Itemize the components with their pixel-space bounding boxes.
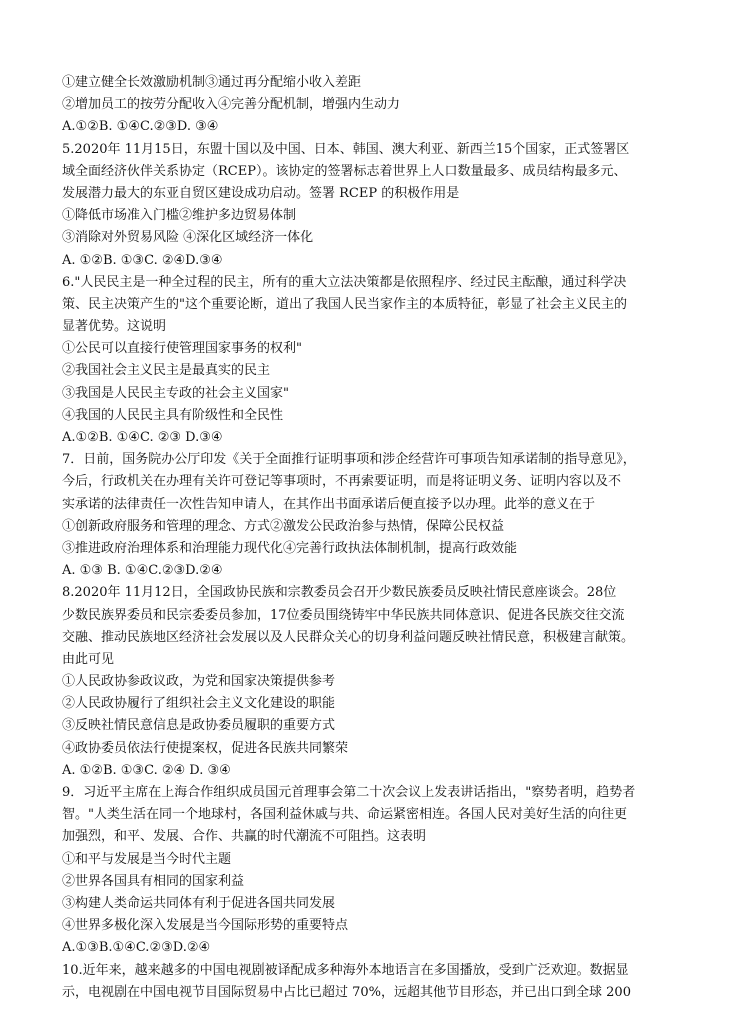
text-line: 7．日前，国务院办公厅印发《关于全面推行证明事项和涉企经营许可事项告知承诺制的指导意见》， — [62, 452, 636, 468]
text-line: 9．习近平主席在上海合作组织成员国元首理事会第二十次会议上发表讲话指出，"察势者明，趋势者 — [62, 785, 636, 800]
text-line: 少数民族界委员和民宗委委员参加，17位委员围绕铸牢中华民族共同体意识、促进各民族交往交流 — [62, 607, 625, 623]
text-line: 示，电视剧在中国电视节目国际贸易中占比已超过 70%，远超其他节目形态，并已出口到全球 200 — [62, 984, 631, 1000]
text-line: 加强烈，和平、发展、合作、共赢的时代潮流不可阻挡。这表明 — [62, 829, 427, 845]
text-line: 智。"人类生活在同一个地球村，各国利益休戚与共、命运紧密相连。各国人民对美好生活的向往更 — [62, 807, 627, 823]
text-line: 10.近年来，越来越多的中国电视剧被译配成多种海外本地语言在多国播放，受到广泛欢迎。数据显 — [62, 962, 629, 978]
text-line: 策、民主决策产生的"这个重要论断，道出了我国人民当家作主的本质特征，彰显了社会主义民主的 — [62, 296, 627, 312]
text-line: ①建立健全长效激励机制③通过再分配缩小收入差距 — [62, 75, 362, 90]
text-line: ①创新政府服务和管理的理念、方式②激发公民政治参与热情，保障公民权益 — [62, 518, 505, 534]
text-line: ③我国是人民民主专政的社会主义国家" — [62, 385, 289, 401]
text-line: ④政协委员依法行使提案权，促进各民族共同繁荣 — [62, 740, 349, 756]
text-line: 实承诺的法律责任一次性告知申请人，在其作出书面承诺后便直接予以办理。此举的意义在于 — [62, 496, 596, 512]
text-line: ④世界多极化深入发展是当今国际形势的重要特点 — [62, 918, 349, 934]
text-line: ②增加员工的按劳分配收入④完善分配机制，增强内生动力 — [62, 97, 401, 113]
text-line: ③构建人类命运共同体有利于促进各国共同发展 — [62, 895, 336, 911]
text-line: A. ①②B. ①③C. ②④D.③④ — [62, 252, 223, 268]
text-line: 显著优势。这说明 — [62, 319, 167, 335]
text-line: 由此可见 — [62, 651, 115, 667]
text-line: A.①②B. ①④C. ②③ D.③④ — [62, 430, 223, 445]
document-body — [62, 72, 674, 1004]
text-line: ③反映社情民意信息是政协委员履职的重要方式 — [62, 718, 336, 734]
text-line: ③消除对外贸易风险 ④深化区域经济一体化 — [62, 230, 314, 246]
text-line: ④我国的人民民主具有阶级性和全民性 — [62, 407, 284, 423]
text-line: ③推进政府治理体系和治理能力现代化④完善行政执法体制机制，提高行政效能 — [62, 540, 518, 556]
text-line: 今后，行政机关在办理有关许可登记等事项时，不再索要证明，而是将证明义务、证明内容以及不 — [62, 474, 622, 490]
text-line: 发展潜力最大的东亚自贸区建设成功启动。签署 RCEP 的积极作用是 — [62, 185, 460, 201]
text-line: ①降低市场准入门槛②维护多边贸易体制 — [62, 208, 297, 224]
text-line: 5.2020年 11月15日，东盟十国以及中国、日本、韩国、澳大利亚、新西兰15个国家，正式签署区 — [62, 141, 630, 157]
text-line: ①公民可以直接行使管理国家事务的权利" — [62, 341, 302, 357]
text-line: ①和平与发展是当今时代主题 — [62, 851, 232, 867]
text-line: 6."人民民主是一种全过程的民主，所有的重大立法决策都是依照程序、经过民主酝酿，通过科学决 — [62, 274, 627, 290]
text-line: ②我国社会主义民主是最真实的民主 — [62, 363, 271, 379]
text-line: 域全面经济伙伴关系协定（RCEP）。该协定的签署标志着世界上人口数量最多、成员结构最多元、 — [62, 163, 627, 179]
text-line: ②人民政协履行了组织社会主义文化建设的职能 — [62, 696, 336, 712]
text-line: 8.2020年 11月12日，全国政协民族和宗教委员会召开少数民族委员反映社情民意座谈会。28位 — [62, 585, 617, 601]
text-line: 交融、推动民族地区经济社会发展以及人民群众关心的切身利益问题反映社情民意，积极建言献策。 — [62, 629, 635, 645]
text-line: ②世界各国具有相同的国家利益 — [62, 873, 245, 889]
text-line: A.①②B. ①④C.②③D. ③④ — [62, 119, 219, 135]
text-line: A. ①②B. ①③C. ②④ D. ③④ — [62, 762, 231, 778]
text-line: A. ①③ B. ①④C.②③D.②④ — [62, 563, 223, 579]
text-line: ①人民政协参政议政，为党和国家决策提供参考 — [62, 674, 336, 690]
text-line: A.①③B.①④C.②③D.②④ — [62, 940, 211, 956]
